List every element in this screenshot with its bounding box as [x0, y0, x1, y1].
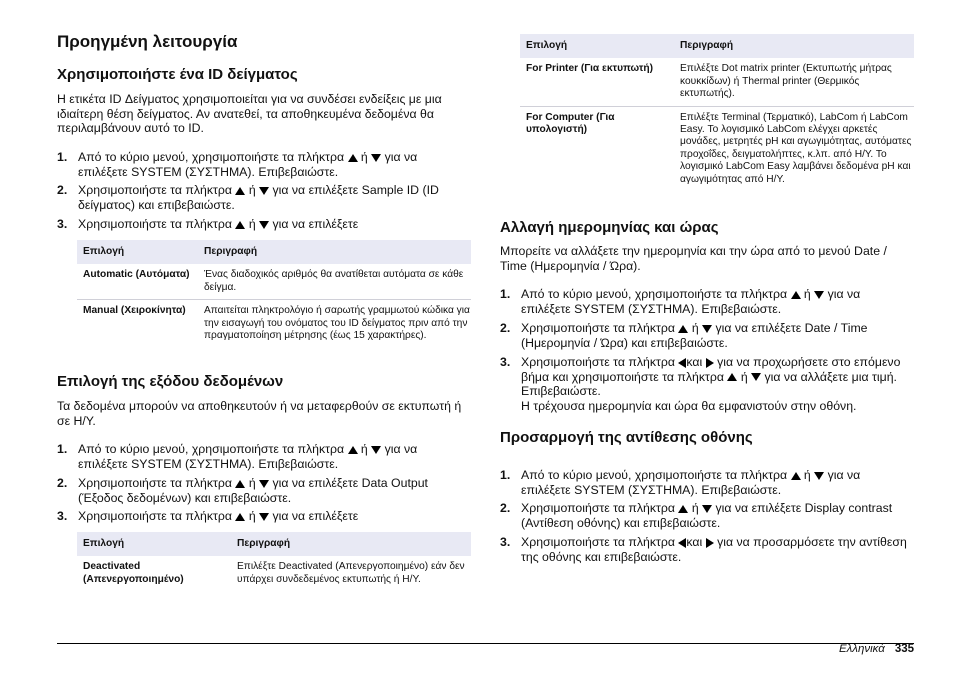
data-output-options-table	[77, 532, 471, 591]
sample-id-options-table	[77, 240, 471, 347]
page-number: 335	[894, 643, 914, 655]
up-arrow-icon	[727, 373, 737, 381]
up-arrow-icon	[235, 513, 245, 521]
footer-divider	[57, 643, 914, 644]
table-header: Επιλογή Περιγραφή	[77, 532, 471, 556]
data-output-step-3: 3. Χρησιμοποιήστε τα πλήκτρα ή για να επιλέξετε	[57, 509, 359, 523]
footer-language: Ελληνικά	[838, 643, 885, 655]
down-arrow-icon	[259, 187, 269, 195]
sample-id-step-3: 3. Χρησιμοποιήστε τα πλήκτρα ή για να επιλέξετε	[57, 217, 359, 231]
data-output-step-1: 1. Από το κύριο μενού, χρησιμοποιήστε τα πλήκτρα ή για να επιλέξετε SYSTEM (ΣΥΣΤΗΜΑ). Επιβεβαιώστε.	[57, 442, 418, 471]
down-arrow-icon	[259, 221, 269, 229]
page-title: Προηγμένη λειτουργία	[57, 32, 238, 51]
down-arrow-icon	[371, 154, 381, 162]
up-arrow-icon	[235, 221, 245, 229]
up-arrow-icon	[235, 187, 245, 195]
up-arrow-icon	[348, 154, 358, 162]
section-heading-sample-id: Χρησιμοποιήστε ένα ID δείγματος	[57, 66, 298, 83]
table-row: Automatic (Αυτόματα) Ένας διαδοχικός αριθμός θα ανατίθεται αυτόματα σε κάθε δείγμα.	[83, 269, 464, 293]
table-header: Επιλογή Περιγραφή	[520, 34, 914, 58]
up-arrow-icon	[235, 480, 245, 488]
down-arrow-icon	[751, 373, 761, 381]
page-footer	[839, 643, 914, 655]
table-row: Deactivated (Απενεργοποιημένο) Επιλέξτε Deactivated (Απενεργοποιημένο) εάν δεν υπάρχει συνδεδεμένος εκτυπωτής ή Η/Υ.	[83, 561, 465, 585]
section-heading-display-contrast: Προσαρμογή της αντίθεσης οθόνης	[500, 429, 753, 446]
table-header: Επιλογή Περιγραφή	[77, 240, 471, 264]
down-arrow-icon	[259, 513, 269, 521]
table-row: For Computer (Για υπολογιστή) Επιλέξτε Terminal (Τερματικό), LabCom ή LabCom Easy. Το λογισμικό LabCom ελέγχει αρκετές μονάδες, μετρητές pH και αγωγιμότητας, αυτόματες προχοΐδες, δειγματολήπτες, κ.λπ. από Η/Υ. Το λογισμικό LabCom Easy λαμβάνει δεδομένα pH και αγωγιμότητας από Η/Υ.	[520, 106, 914, 191]
up-arrow-icon	[791, 472, 801, 480]
table-row: For Printer (Για εκτυπωτή) Επιλέξτε Dot matrix printer (Εκτυπωτής μήτρας κουκκίδων) ή Thermal printer (Θερμικός εκτυπωτής).	[526, 63, 892, 100]
data-output-options-table-continued	[520, 34, 914, 191]
date-time-step-2: 2. Χρησιμοποιήστε τα πλήκτρα ή για να επιλέξετε Date / Time (Ημερομηνία / Ώρα) και επιβεβαιώστε.	[500, 321, 868, 350]
up-arrow-icon	[791, 291, 801, 299]
down-arrow-icon	[702, 325, 712, 333]
sample-id-step-1: 1. Από το κύριο μενού, χρησιμοποιήστε τα πλήκτρα ή για να επιλέξετε SYSTEM (ΣΥΣΤΗΜΑ). Επιβεβαιώστε.	[57, 150, 418, 179]
right-arrow-icon	[706, 358, 714, 368]
section-heading-date-time: Αλλαγή ημερομηνίας και ώρας	[500, 219, 719, 236]
down-arrow-icon	[259, 480, 269, 488]
down-arrow-icon	[371, 446, 381, 454]
sample-id-paragraph: Η ετικέτα ID Δείγματος χρησιμοποιείται για να συνδέσει ενδείξεις με μια ιδιαίτερη θέση δείγματος. Αν ανατεθεί, τα αποθηκευμένα δεδομένα θα περιλαμβάνουν αυτό το ID.	[57, 92, 442, 135]
up-arrow-icon	[348, 446, 358, 454]
sample-id-step-2: 2. Χρησιμοποιήστε τα πλήκτρα ή για να επιλέξετε Sample ID (ID δείγματος) και επιβεβαιώστε.	[57, 183, 439, 212]
data-output-step-2: 2. Χρησιμοποιήστε τα πλήκτρα ή για να επιλέξετε Data Output (Έξοδος δεδομένων) και επιβεβαιώστε.	[57, 476, 428, 505]
date-time-step-1: 1. Από το κύριο μενού, χρησιμοποιήστε τα πλήκτρα ή για να επιλέξετε SYSTEM (ΣΥΣΤΗΜΑ). Επιβεβαιώστε.	[500, 287, 861, 316]
date-time-paragraph: Μπορείτε να αλλάξετε την ημερομηνία και την ώρα από το μενού Date / Time (Ημερομηνία / Ώρα).	[500, 244, 887, 273]
date-time-result-note: Η τρέχουσα ημερομηνία και ώρα θα εμφανιστούν στην οθόνη.	[521, 398, 857, 413]
down-arrow-icon	[702, 505, 712, 513]
up-arrow-icon	[678, 325, 688, 333]
contrast-step-3: 3. Χρησιμοποιήστε τα πλήκτρα και για να προσαρμόσετε την αντίθεση της οθόνης και επιβεβαιώστε.	[500, 535, 907, 564]
contrast-step-2: 2. Χρησιμοποιήστε τα πλήκτρα ή για να επιλέξετε Display contrast (Αντίθεση οθόνης) και επιβεβαιώστε.	[500, 501, 893, 530]
section-heading-data-output: Επιλογή της εξόδου δεδομένων	[57, 373, 284, 390]
down-arrow-icon	[814, 291, 824, 299]
table-row: Manual (Χειροκίνητα) Απαιτείται πληκτρολόγιο ή σαρωτής γραμμωτού κώδικα για την εισαγωγή του ονόματος του ID δείγματος πριν από την πραγματοποίηση μέτρησης (έως 15 χαρακτήρες).	[77, 300, 471, 348]
right-arrow-icon	[706, 538, 714, 548]
down-arrow-icon	[814, 472, 824, 480]
up-arrow-icon	[678, 505, 688, 513]
contrast-step-1: 1. Από το κύριο μενού, χρησιμοποιήστε τα πλήκτρα ή για να επιλέξετε SYSTEM (ΣΥΣΤΗΜΑ). Επιβεβαιώστε.	[500, 468, 861, 497]
date-time-step-3: 3. Χρησιμοποιήστε τα πλήκτρα και για να προχωρήσετε στο επόμενο βήμα και χρησιμοποιήστε τα πλήκτρα ή για να αλλάξετε μια τιμή. Επιβεβαιώστε. Η τρέχουσα ημερομηνία και ώρα θα εμφανιστούν στην οθόνη.	[500, 355, 901, 413]
data-output-paragraph: Τα δεδομένα μπορούν να αποθηκευτούν ή να μεταφερθούν σε εκτυπωτή ή σε Η/Υ.	[57, 399, 462, 428]
